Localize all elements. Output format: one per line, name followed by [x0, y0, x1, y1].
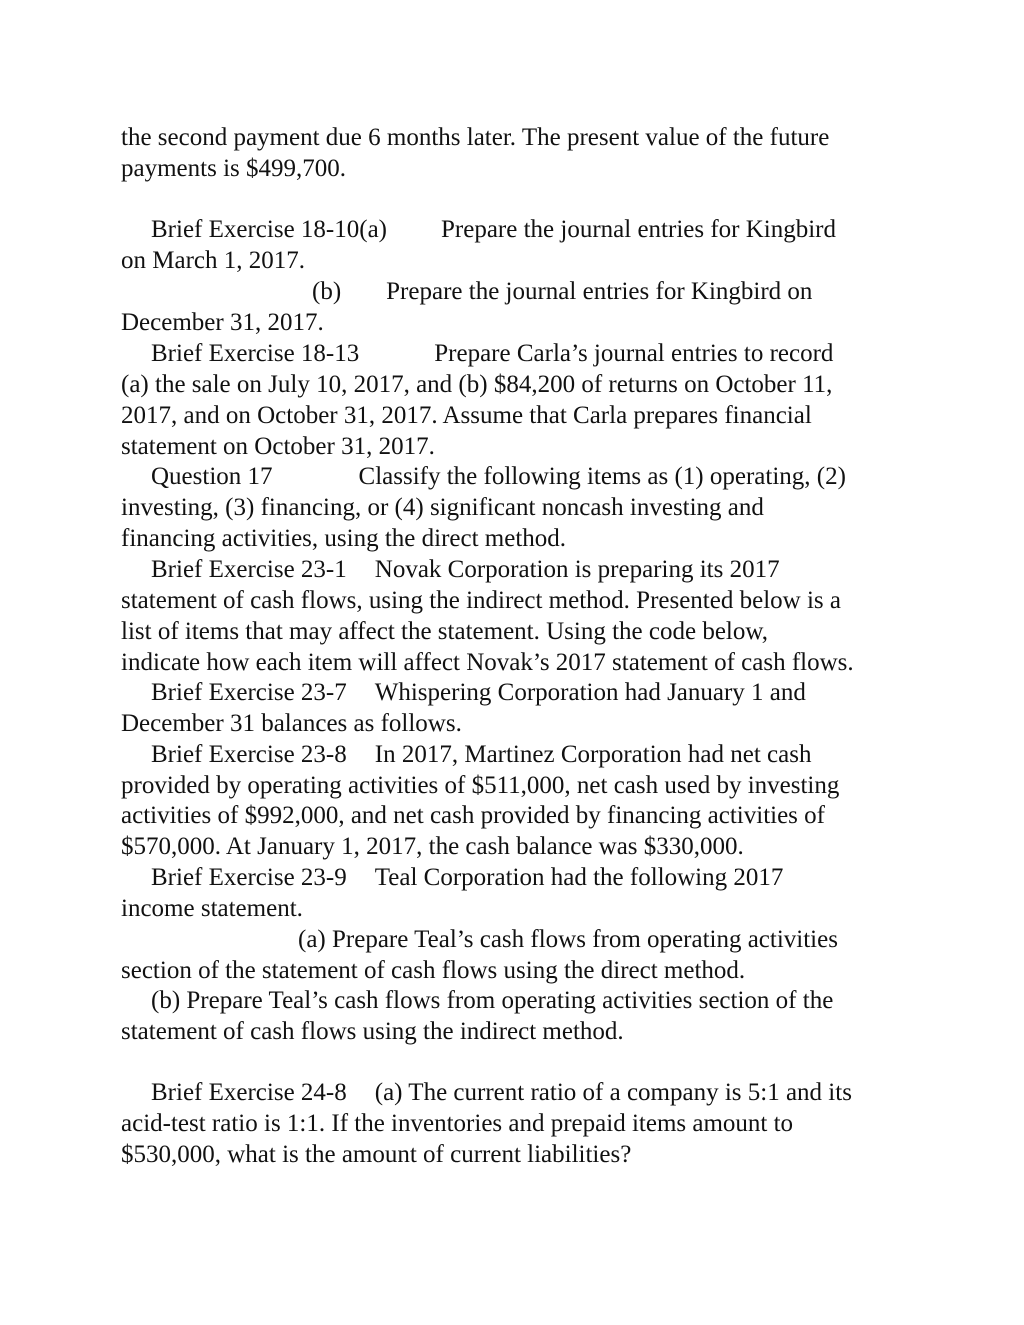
text-line: the second payment due 6 months later. The present value of the future — [121, 124, 830, 151]
exercise-line — [121, 862, 783, 893]
text-line: section of the statement of cash flows using the direct method. — [121, 957, 746, 984]
exercise-line — [121, 276, 812, 307]
exercise-line — [121, 554, 780, 585]
text-line: statement of cash flows using the indirect method. — [121, 1018, 624, 1045]
exercise-label: (b) — [312, 278, 342, 305]
exercise-text: (a) Prepare Teal’s cash flows from operating activities — [298, 926, 838, 953]
text-line: $530,000, what is the amount of current liabilities? — [121, 1141, 632, 1168]
text-line: December 31, 2017. — [121, 309, 324, 336]
text-line: activities of $992,000, and net cash provided by financing activities of — [121, 802, 825, 829]
exercise-label: Question 17 — [151, 463, 273, 490]
text-line: provided by operating activities of $511,000, net cash used by investing — [121, 772, 840, 799]
text-line: financing activities, using the direct method. — [121, 525, 567, 552]
text-line: on March 1, 2017. — [121, 247, 305, 274]
text-line — [121, 985, 833, 1016]
text-line: income statement. — [121, 895, 303, 922]
exercise-label: Brief Exercise 18-13 — [151, 340, 360, 367]
exercise-line — [121, 677, 806, 708]
exercise-text: Prepare Carla’s journal entries to record — [434, 340, 834, 367]
exercise-text: Prepare the journal entries for Kingbird on — [386, 278, 813, 305]
text-line: 2017, and on October 31, 2017. Assume that Carla prepares financial — [121, 402, 812, 429]
exercise-label: Brief Exercise 24-8 — [151, 1079, 347, 1106]
exercise-line — [121, 214, 836, 245]
exercise-text: (a) The current ratio of a company is 5:1 and its — [374, 1079, 852, 1106]
exercise-text: Classify the following items as (1) operating, (2) — [358, 463, 846, 490]
text-line: payments is $499,700. — [121, 155, 346, 182]
exercise-line — [121, 739, 811, 770]
text-line: $570,000. At January 1, 2017, the cash balance was $330,000. — [121, 833, 744, 860]
text-line: (a) the sale on July 10, 2017, and (b) $84,200 of returns on October 11, — [121, 371, 833, 398]
exercise-text: Novak Corporation is preparing its 2017 — [374, 556, 780, 583]
exercise-line — [121, 338, 833, 369]
exercise-label: Brief Exercise 23-9 — [151, 864, 347, 891]
exercise-text: Whispering Corporation had January 1 and — [374, 679, 806, 706]
exercise-line — [121, 461, 846, 492]
exercise-text: Prepare the journal entries for Kingbird — [441, 216, 837, 243]
text-line: investing, (3) financing, or (4) significant noncash investing and — [121, 494, 764, 521]
text-line: statement on October 31, 2017. — [121, 433, 435, 460]
exercise-label: Brief Exercise 23-8 — [151, 741, 347, 768]
exercise-label: Brief Exercise 23-7 — [151, 679, 347, 706]
exercise-label: Brief Exercise 23-1 — [151, 556, 347, 583]
text-line — [121, 924, 838, 955]
exercise-text: Teal Corporation had the following 2017 — [374, 864, 784, 891]
text-line: statement of cash flows, using the indirect method. Presented below is a — [121, 587, 841, 614]
exercise-label: Brief Exercise 18-10(a) — [151, 216, 387, 243]
exercise-text: (b) Prepare Teal’s cash flows from operating activities section of the — [151, 987, 834, 1014]
text-line: December 31 balances as follows. — [121, 710, 462, 737]
text-line: acid-test ratio is 1:1. If the inventories and prepaid items amount to — [121, 1110, 794, 1137]
exercise-text: In 2017, Martinez Corporation had net cash — [374, 741, 812, 768]
exercise-line — [121, 1077, 852, 1108]
text-line: list of items that may affect the statement. Using the code below, — [121, 618, 769, 645]
text-line: indicate how each item will affect Novak’s 2017 statement of cash flows. — [121, 649, 854, 676]
